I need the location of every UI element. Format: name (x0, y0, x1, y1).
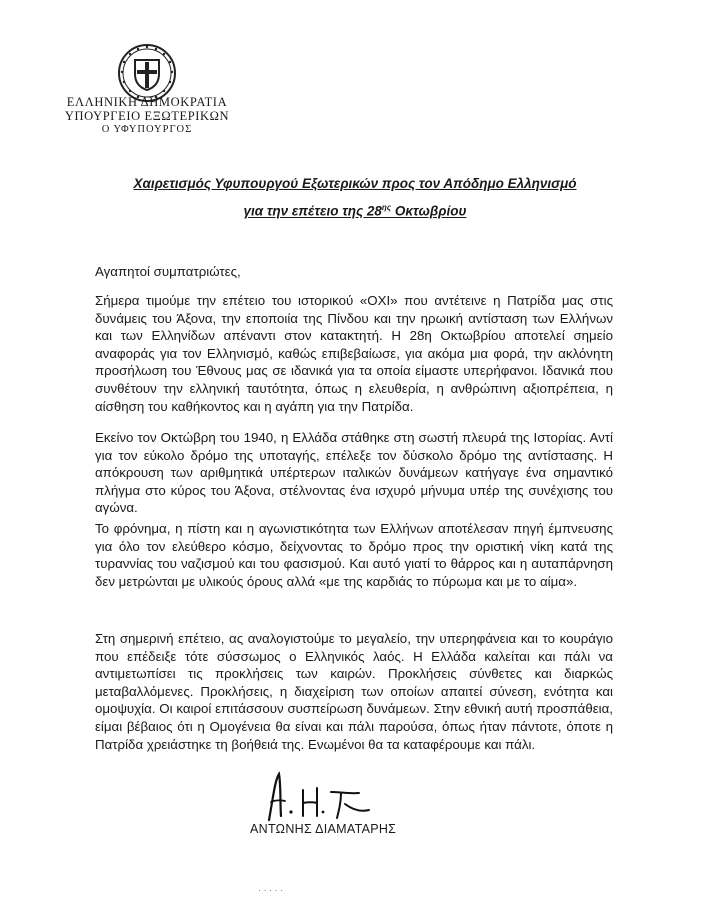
header-country: ΕΛΛΗΝΙΚΗ ΔΗΜΟΚΡΑΤΙΑ (66, 95, 228, 109)
document-subtitle: για την επέτειο της $28^{\eta\varsigma}$ Οκτωβρίου (243, 203, 467, 219)
paragraph-1: Σήμερα τιμούμε την επέτειο του ιστορικού «ΟΧΙ» που αντέτεινε η Πατρίδα μας στις δυνάμεις του Άξονα, την εποποιία της Πίνδου και την ηρωική αντίσταση των Ελλήνων και των Ελληνίδων απέναντι στον κατακτητή. Η 28η Οκτωβρίου αποτελεί σημείο αναφοράς για τον Ελληνισμό, καθώς επιβεβαίωσε, για ακόμα μια φορά, την ακλόνητη προσήλωση του Έθνους μας σε ιδανικά για τα οποία είμαστε υπερήφανοι. Ιδανικά που συνθέτουν την ελληνική ταυτότητα, όπως η ελευθερία, η ανθρώπινη αξιοπρέπεια, η αίσθηση του καθήκοντος και η αγάπη για την Πατρίδα. (95, 293, 613, 414)
footer-dots: · · · · · (258, 885, 283, 895)
paragraph-3: Το φρόνημα, η πίστη και η αγωνιστικότητα των Ελλήνων αποτέλεσαν πηγή έμπνευσης για όλο τον ελεύθερο κόσμο, δείχνοντας το δρόμο προς την οριστική νίκη κατά της τυραννίας του ναζισμού και του φασισμού. Και αυτό γιατί το θάρρος και η αυταπάρνηση δεν μετρώνται με υλικούς όρους αλλά «με της καρδιάς το πύρωμα και με το αίμα». (95, 521, 613, 589)
signer-name: ΑΝΤΩΝΗΣ ΔΙΑΜΑΤΑΡΗΣ (250, 822, 397, 836)
ministry-header (40, 95, 254, 137)
paragraph-2: Εκείνο τον Οκτώβρη του 1940, η Ελλάδα στάθηκε στη σωστή πλευρά της Ιστορίας. Αντί για τον εύκολο δρόμο της υποταγής, επέλεξε τον δύσκολο δρόμο της αντίστασης. Η απόκρουση των αριθμητικά υπέρτερων ιταλικών δυνάμεων κατήγαγε ένα σημαντικό πλήγμα στο κύρος του Άξονα, στέλνοντας ένα ισχυρό μήνυμα υπέρ της συνέχισης του αγώνα. (95, 430, 613, 516)
paragraph-4: Στη σημερινή επέτειο, ας αναλογιστούμε το μεγαλείο, την υπερηφάνεια και το κουράγιο που επέδειξε τότε σύσσωμος ο Ελληνικός λαός. Η Ελλάδα καλείται και πάλι να αντιμετωπίσει τις προκλήσεις των καιρών. Προκλήσεις σύνθετες και διαρκώς μεταβαλλόμενες. Προκλήσεις, η διαχείριση των οποίων απαιτεί σύνεση, ενότητα και ομοψυχία. Οι καιροί επιτάσσουν συσπείρωση δυνάμεων. Στην εθνική αυτή προσπάθεια, είμαι βέβαιος ότι η Ομογένεια θα είναι και πάλι παρούσα, όπως ήταν πάντοτε, όποτε η Πατρίδα χρειάστηκε τη βοήθειά της. Ενωμένοι θα τα καταφέρουμε και πάλι. (95, 631, 613, 752)
handwritten-signature (255, 768, 375, 828)
header-ministry: ΥΠΟΥΡΓΕΙΟ ΕΞΩΤΕΡΙΚΩΝ (64, 109, 230, 123)
greeting: Αγαπητοί συμπατριώτες, (95, 264, 241, 279)
header-office: Ο ΥΦΥΠΟΥΡΓΟΣ (101, 124, 193, 135)
document-title: Χαιρετισμός Υφυπουργού Εξωτερικών προς τον Απόδημο Ελληνισμό (133, 176, 577, 191)
